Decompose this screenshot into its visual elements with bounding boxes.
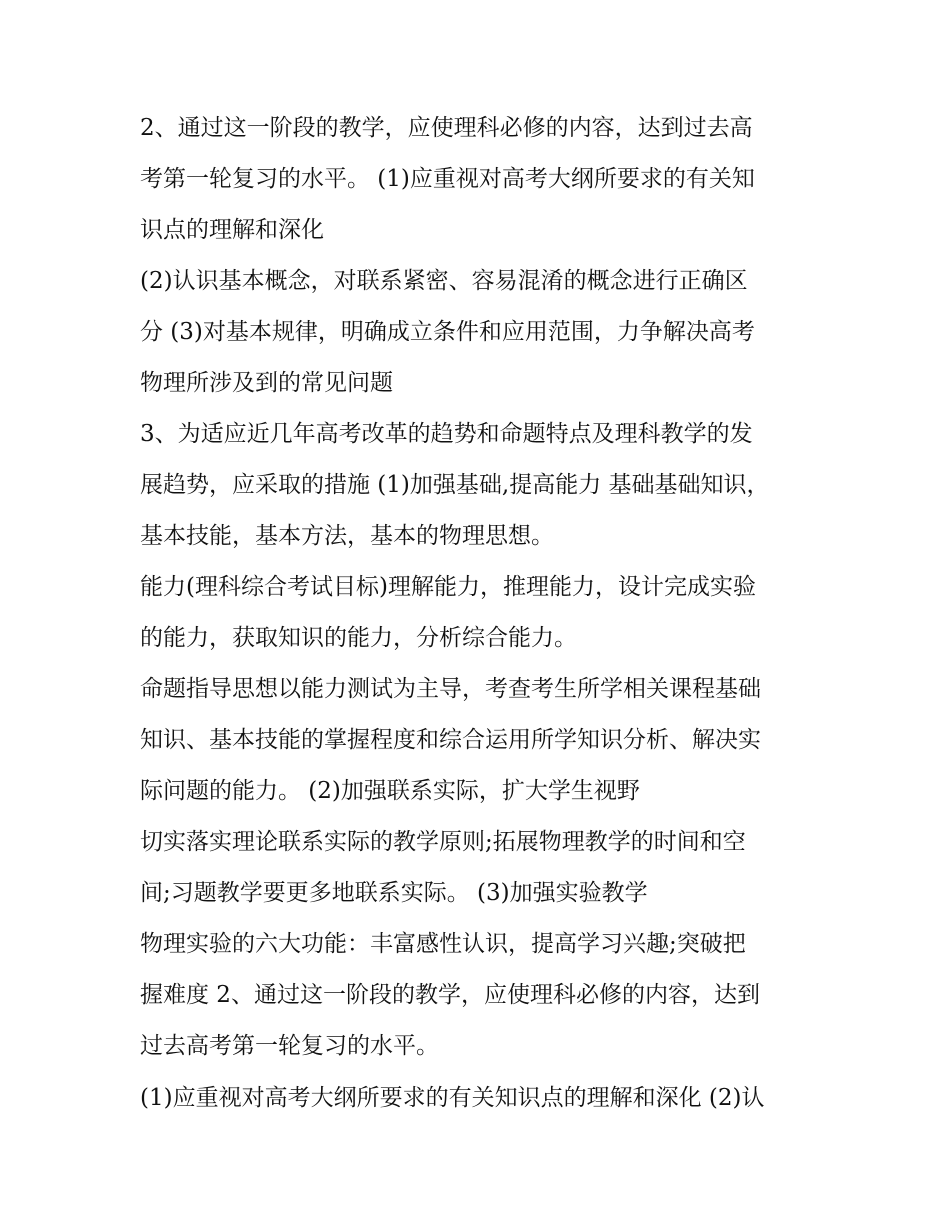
text-line: 能力(理科综合考试目标)理解能力，推理能力，设计完成实验 <box>140 574 756 600</box>
text-line: 握难度 2、通过这一阶段的教学，应使理科必修的内容，达到 <box>140 982 760 1008</box>
document-body <box>140 103 830 1124</box>
text-line: 物理实验的六大功能：丰富感性认识，提高学习兴趣;突破把 <box>140 931 746 957</box>
text-line: 命题指导思想以能力测试为主导，考查考生所学相关课程基础 <box>140 676 761 702</box>
text-line: 切实落实理论联系实际的教学原则;拓展物理教学的时间和空 <box>140 829 746 855</box>
text-line: 分 (3)对基本规律，明确成立条件和应用范围，力争解决高考 <box>140 319 755 345</box>
text-line: (2)认识基本概念，对联系紧密、容易混淆的概念进行正确区 <box>140 268 748 294</box>
text-line: 知识、基本技能的掌握程度和综合运用所学知识分析、解决实 <box>140 727 761 753</box>
text-line: 2、通过这一阶段的教学，应使理科必修的内容，达到过去高 <box>140 115 753 141</box>
text-line: 3、为适应近几年高考改革的趋势和命题特点及理科教学的发 <box>140 421 753 447</box>
text-line: 考第一轮复习的水平。 (1)应重视对高考大纲所要求的有关知 <box>140 166 755 192</box>
text-line: 际问题的能力。 (2)加强联系实际，扩大学生视野 <box>140 778 640 804</box>
text-line: (1)应重视对高考大纲所要求的有关知识点的理解和深化 (2)认 <box>140 1084 765 1111</box>
text-line: 的能力，获取知识的能力，分析综合能力。 <box>140 625 577 651</box>
text-line: 识点的理解和深化 <box>140 217 324 243</box>
text-line: 间;习题教学要更多地联系实际。 (3)加强实验教学 <box>140 880 648 906</box>
text-line: 基本技能，基本方法，基本的物理思想。 <box>140 523 554 549</box>
text-line: 物理所涉及到的常见问题 <box>140 370 393 396</box>
text-line: 展趋势，应采取的措施 (1)加强基础,提高能力 基础基础知识， <box>140 472 770 498</box>
text-line: 过去高考第一轮复习的水平。 <box>140 1033 439 1059</box>
